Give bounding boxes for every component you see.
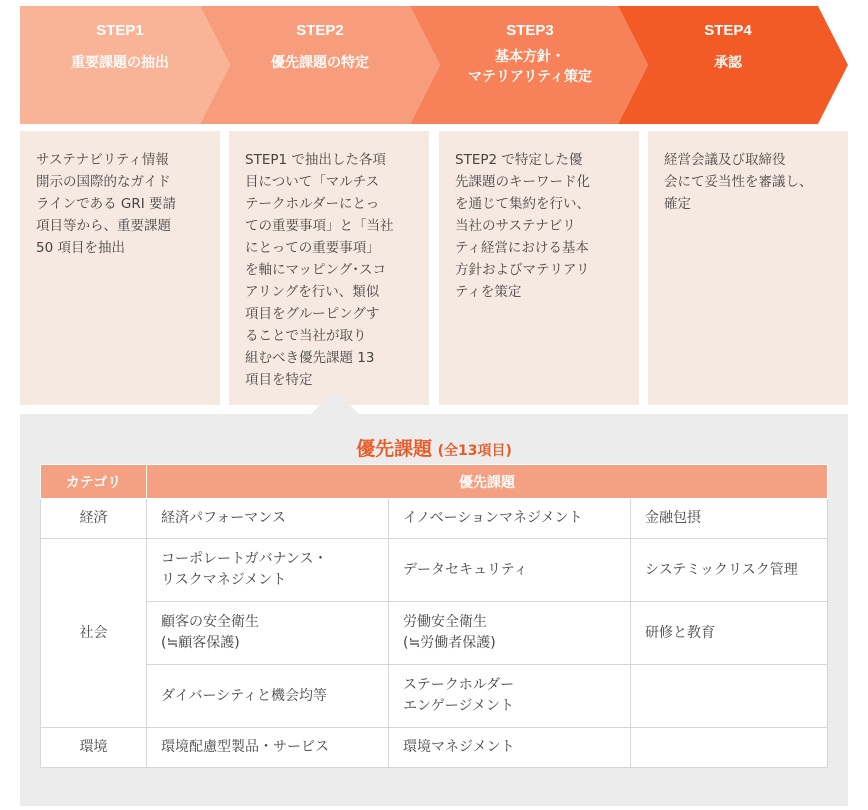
step3-number: STEP3 — [506, 22, 554, 39]
step4-title: 承認 — [714, 55, 742, 71]
priority-issues-panel — [20, 414, 848, 806]
panel-title — [20, 434, 848, 461]
step1-number: STEP1 — [96, 22, 144, 39]
issue-cell — [631, 728, 828, 768]
issue-cell: 環境マネジメント — [389, 728, 631, 768]
table-row — [41, 602, 828, 665]
step2-label — [220, 6, 420, 124]
panel-title-count: (全13項目) — [437, 443, 512, 459]
step2-description: STEP1 で抽出した各項 目について「マルチス テークホルダーにとっ ての重要事項」と「当社 にとっての重要事項」 を軸にマッピング･スコ アリングを行い、類似 項目をグルーピングす ることで当社が取り 組むべき優先課題 13 項目を特定 — [229, 131, 429, 405]
step2-title: 優先課題の特定 — [271, 55, 369, 71]
table-row — [41, 499, 828, 539]
issue-cell: システミックリスク管理 — [631, 539, 828, 602]
table-row — [41, 665, 828, 728]
step1-description: サステナビリティ情報 開示の国際的なガイド ラインである GRI 要請 項目等から、重要課題 50 項目を抽出 — [20, 131, 220, 405]
step4-number: STEP4 — [704, 22, 752, 39]
step2-number: STEP2 — [296, 22, 344, 39]
issue-cell: 労働安全衛生 (≒労働者保護) — [389, 602, 631, 665]
issue-cell: コーポレートガバナンス・ リスクマネジメント — [147, 539, 389, 602]
issue-cell: 環境配慮型製品・サービス — [147, 728, 389, 768]
issue-cell: 金融包摂 — [631, 499, 828, 539]
step1-title: 重要課題の抽出 — [71, 55, 169, 71]
callout-pointer — [311, 390, 359, 414]
issue-cell: ステークホルダー エンゲージメント — [389, 665, 631, 728]
issue-cell: イノベーションマネジメント — [389, 499, 631, 539]
category-economy: 経済 — [41, 499, 147, 539]
step3-description: STEP2 で特定した優 先課題のキーワード化 を通じて集約を行い、 当社のサステナビリ ティ経営における基本 方針およびマテリアリ ティを策定 — [439, 131, 639, 405]
panel-title-main: 優先課題 — [356, 438, 433, 460]
issue-cell — [631, 665, 828, 728]
category-environment: 環境 — [41, 728, 147, 768]
issue-cell: 経済パフォーマンス — [147, 499, 389, 539]
step4-description: 経営会議及び取締役 会にて妥当性を審議し、 確定 — [648, 131, 848, 405]
category-society: 社会 — [41, 539, 147, 728]
table-row — [41, 728, 828, 768]
issue-cell: ダイバーシティと機会均等 — [147, 665, 389, 728]
step3-title: 基本方針・ マテリアリティ策定 — [467, 49, 593, 85]
priority-issues-table — [40, 464, 828, 768]
issue-cell: 顧客の安全衛生 (≒顧客保護) — [147, 602, 389, 665]
step3-label — [430, 6, 630, 124]
header-category: カテゴリ — [41, 465, 147, 499]
issue-cell: 研修と教育 — [631, 602, 828, 665]
step1-label — [20, 6, 220, 124]
process-steps — [20, 6, 848, 124]
table-header-row — [41, 465, 828, 499]
step4-label — [628, 6, 828, 124]
table-row — [41, 539, 828, 602]
issue-cell: データセキュリティ — [389, 539, 631, 602]
header-issues: 優先課題 — [147, 465, 828, 499]
